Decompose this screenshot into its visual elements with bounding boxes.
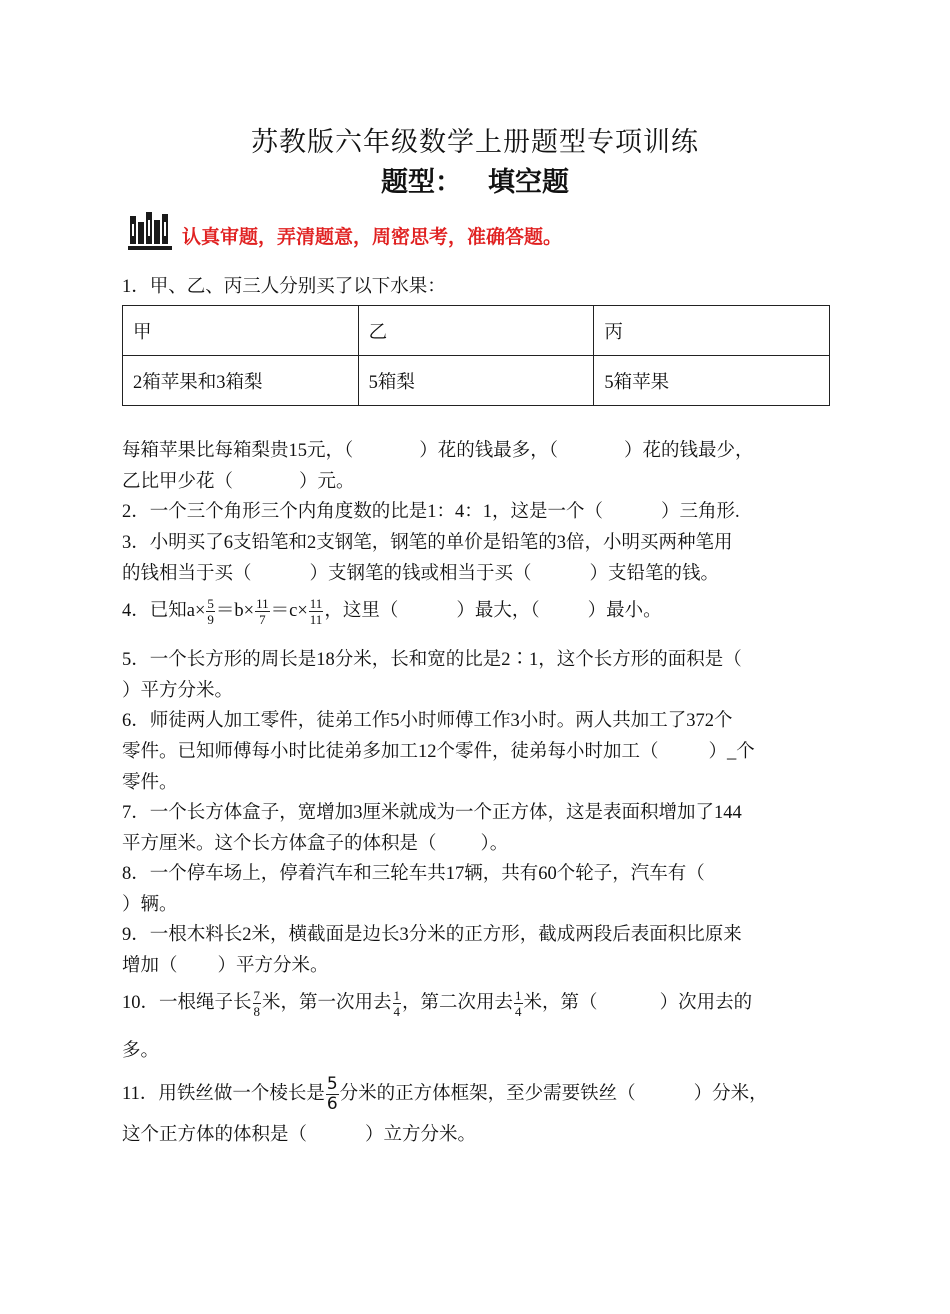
question-8-line-1: 8．一个停车场上，停着汽车和三轮车共17辆，共有60个轮子，汽车有（ [122,864,705,884]
text: ）平方分米。 [217,956,329,976]
fraction-numerator: 7 [253,988,261,1004]
table-header-cell: 甲 [123,306,359,356]
question-11-line-2 [122,1120,832,1151]
question-3-line-2 [122,559,832,590]
text: ）_个 [708,742,755,762]
text: ）分米， [693,1083,768,1104]
text: 这个正方体的体积是（ [122,1125,308,1145]
question-2 [122,497,832,528]
question-type-heading [0,160,950,199]
question-3-line-1: 3．小明买了6支铅笔和2支钢笔，钢笔的单价是铅笔的3倍，小明买两种笔用 [122,533,733,553]
question-7-line-2 [122,829,832,860]
table-row [123,306,830,356]
text: ）花的钱最多，（ [419,441,559,461]
question-9-line-2 [122,951,832,982]
text: 4．已知a× [122,601,206,621]
fraction-denominator: 4 [393,1004,401,1020]
text: 增加（ [122,956,178,976]
fraction-numerator: 11 [309,596,323,612]
table-cell: 5箱梨 [358,356,594,406]
fruit-table [122,305,830,406]
table-cell: 5箱苹果 [594,356,830,406]
fraction-denominator: 8 [253,1004,261,1020]
question-6-line-1: 6．师徒两人加工零件，徒弟工作5小时师傅工作3小时。两人共加工了372个 [122,711,733,731]
text: 乙比甲少花（ [122,472,234,492]
question-10-line-2: 多。 [122,1041,160,1061]
text: ）支钢笔的钱或相当于买（ [309,564,532,584]
text: ）最小。 [587,601,662,621]
question-6-line-3: 零件。 [122,773,178,793]
question-6-line-2 [122,737,832,768]
fraction-denominator: 4 [515,1004,522,1020]
fraction [255,596,270,627]
table-header-cell: 乙 [358,306,594,356]
question-type-label: 题型： [381,167,462,197]
fraction [326,1075,339,1114]
question-type-value: 填空题 [488,167,569,197]
fraction-numerator: 5 [207,596,214,612]
text: ＝b× [215,601,255,621]
text: ）最大，（ [456,601,540,621]
fraction [206,596,215,627]
text: 10．一根绳子长 [122,993,252,1013]
question-1-line-2 [122,467,832,498]
text: ）花的钱最少， [624,441,754,461]
text: 每箱苹果比每箱梨贵15元，（ [122,441,354,461]
fraction [514,988,523,1019]
text: 平方厘米。这个长方体盒子的体积是（ [122,834,437,854]
text: ）元。 [299,472,355,492]
text: ）支铅笔的钱。 [589,564,720,584]
table-header-cell: 丙 [594,306,830,356]
fraction-denominator: 6 [326,1094,338,1114]
question-1-line-1 [122,436,832,467]
fraction [309,596,324,627]
question-5-line-2: ）平方分米。 [122,681,234,701]
bookshelf-icon [128,210,174,252]
text: 的钱相当于买（ [122,564,252,584]
question-8-line-2: ）辆。 [122,895,178,915]
fraction-denominator: 9 [207,612,214,628]
question-11-line-1 [122,1075,832,1114]
worksheet-title: 苏教版六年级数学上册题型专项训练 [251,127,699,157]
fraction-numerator: 11 [256,596,269,612]
question-10-line-1 [122,988,832,1019]
fraction [393,988,402,1019]
text: 米，第（ [523,993,598,1013]
fraction-numerator: 1 [393,988,401,1004]
text: ，第二次用去 [402,993,514,1013]
fraction-denominator: 11 [309,612,323,628]
question-4 [122,596,832,627]
text: ）三角形. [661,502,740,522]
text: ＝c× [270,601,308,621]
text: ）立方分米。 [365,1125,477,1145]
question-7-line-1: 7．一个长方体盒子，宽增加3厘米就成为一个正方体，这是表面积增加了144 [122,803,742,823]
fraction-numerator: 5 [326,1074,338,1094]
question-9-line-1: 9．一根木料长2米，横截面是边长3分米的正方形，截成两段后表面积比原来 [122,925,742,945]
text: ）。 [480,834,509,854]
fraction [253,988,262,1019]
fraction-denominator: 7 [259,612,266,628]
question-1-intro: 1．甲、乙、丙三人分别买了以下水果： [122,277,446,297]
fraction-numerator: 1 [515,988,522,1004]
text: 米，第一次用去 [262,993,392,1013]
text: ，这里（ [324,601,399,621]
text: ）次用去的 [659,993,753,1013]
text: 零件。已知师傅每小时比徒弟多加工12个零件，徒弟每小时加工（ [122,742,659,762]
text: 分米的正方体框架，至少需要铁丝（ [339,1083,636,1104]
table-cell: 2箱苹果和3箱梨 [123,356,359,406]
text: 11．用铁丝做一个棱长是 [122,1083,325,1104]
question-5-line-1: 5．一个长方形的周长是18分米，长和宽的比是2∶1，这个长方形的面积是（ [122,650,742,670]
table-row [123,356,830,406]
motto-text: 认真审题，弄清题意，周密思考，准确答题。 [182,226,563,248]
text: 2．一个三个角形三个内角度数的比是1：4：1，这是一个（ [122,502,604,522]
